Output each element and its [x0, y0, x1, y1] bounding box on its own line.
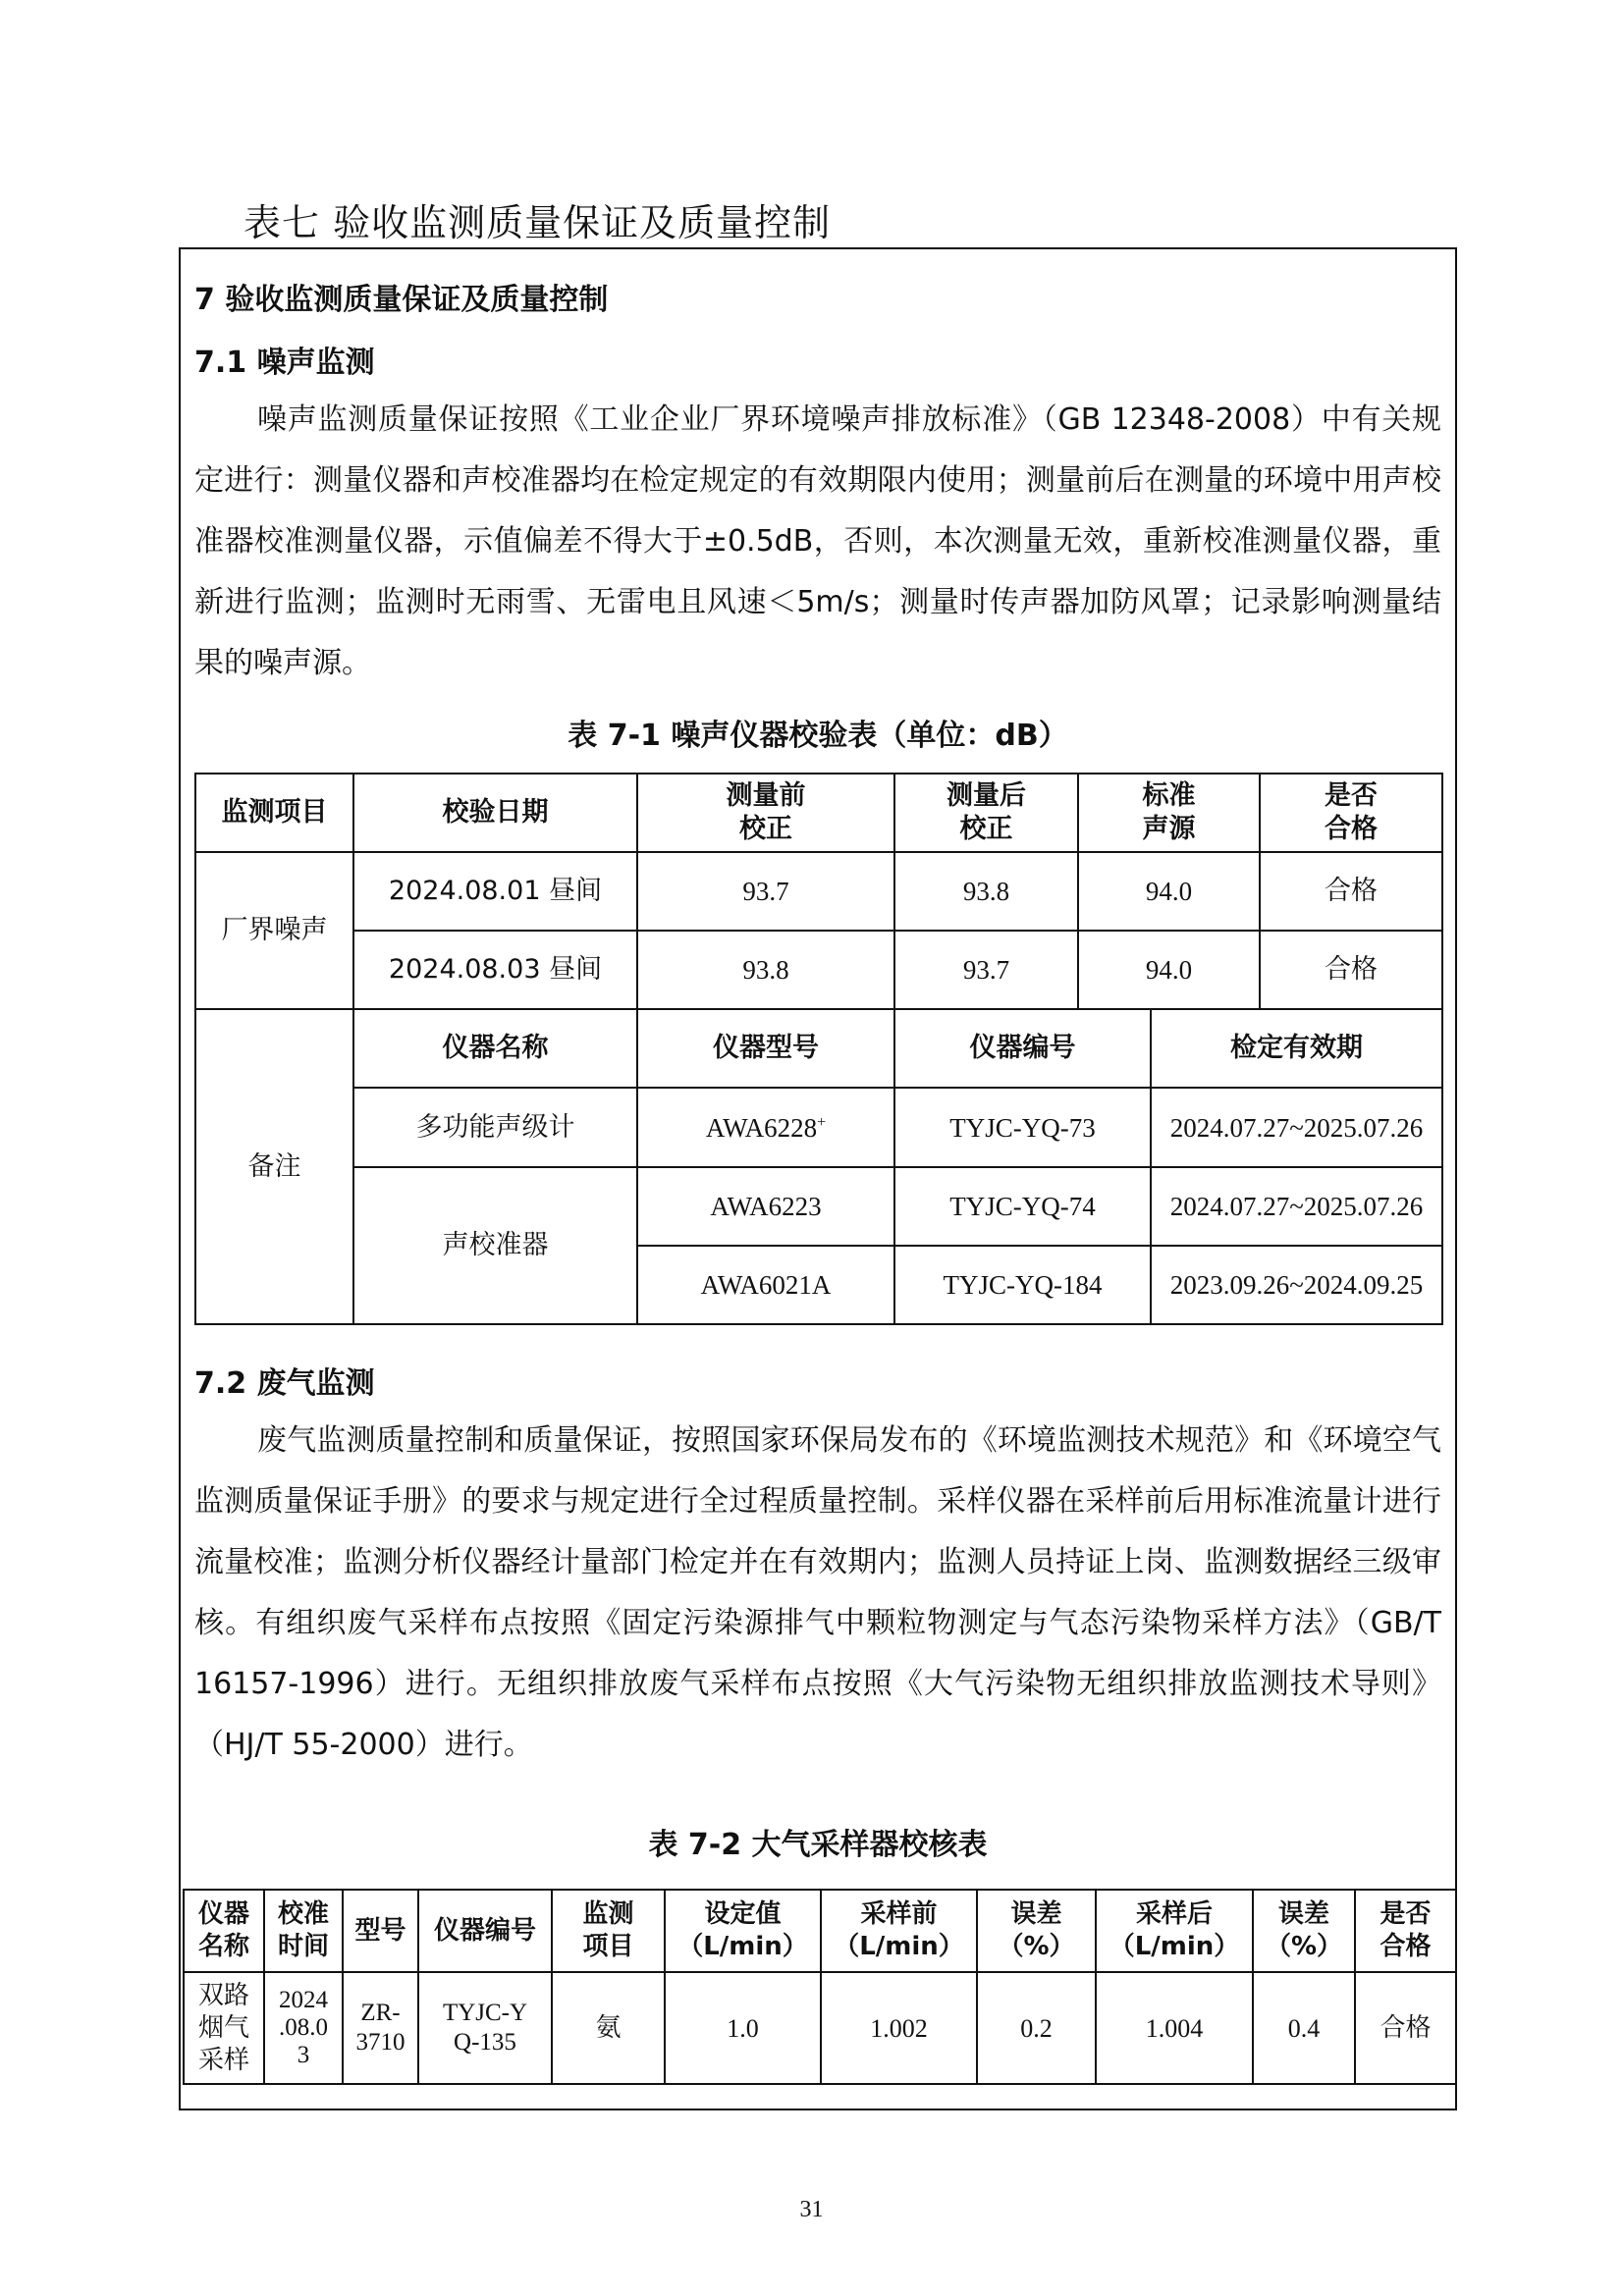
model-cell: ZR- 3710 [343, 1972, 418, 2084]
table-header-row [184, 1890, 1456, 1972]
header-cell: 仪器编号 [418, 1890, 552, 1972]
instrument-id-cell: TYJC-YQ-74 [894, 1167, 1151, 1246]
instrument-id-cell: TYJC-Y Q-135 [418, 1972, 552, 2084]
instrument-name-cell: 声校准器 [353, 1167, 637, 1324]
header-cell: 检定有效期 [1151, 1009, 1442, 1088]
validity-cell: 2023.09.26~2024.09.25 [1151, 1246, 1442, 1324]
gas-paragraph: 废气监测质量控制和质量保证，按照国家环保局发布的《环境监测技术规范》和《环境空气监测质量保证手册》的要求与规定进行全过程质量控制。采样仪器在采样前后用标准流量计进行流量校准；监测分析仪器经计量部门检定并在有效期内；监测人员持证上岗、监测数据经三级审核。有组织废气采样布点按照《固定污染源排气中颗粒物测定与气态污染物采样方法》（GB/T 16157-1996）进行。无组织排放废气采样布点按照《大气污染物无组织排放监测技术导则》（HJ/T 55-2000）进行。 [194, 1423, 1441, 1762]
before-cell: 93.8 [637, 931, 894, 1009]
instrument-name-cell: 双路 烟气 采样 [184, 1972, 264, 2084]
model-text: AWA6228 [705, 1112, 818, 1143]
noise-table-caption: 表 7-1 噪声仪器校验表（单位：dB） [568, 719, 1068, 753]
standard-cell: 94.0 [1078, 852, 1260, 931]
result-cell: 合格 [1355, 1972, 1456, 2084]
after-cell: 93.8 [894, 852, 1078, 931]
table-row [195, 1167, 1442, 1246]
date-cell: 2024.08.01 昼间 [353, 852, 637, 931]
header-cell: 仪器名称 [353, 1009, 637, 1088]
calibration-time-cell: 2024 .08.0 3 [264, 1972, 343, 2084]
validity-cell: 2024.07.27~2025.07.26 [1151, 1167, 1442, 1246]
table-row [195, 931, 1442, 1009]
header-cell: 仪器 名称 [184, 1890, 264, 1972]
header-cell: 测量前 校正 [637, 774, 894, 852]
page-title: 表七 验收监测质量保证及质量控制 [243, 201, 832, 244]
instrument-model-cell [637, 1088, 894, 1167]
content-frame [179, 247, 1457, 2110]
header-cell: 校准 时间 [264, 1890, 343, 1972]
header-cell: 测量后 校正 [894, 774, 1078, 852]
header-cell: 采样后 （L/min） [1096, 1890, 1253, 1972]
before-cell: 93.7 [637, 852, 894, 931]
instrument-id-cell: TYJC-YQ-184 [894, 1246, 1151, 1324]
header-cell: 仪器型号 [637, 1009, 894, 1088]
header-cell: 监测项目 [195, 774, 353, 852]
gas-table-caption: 表 7-2 大气采样器校核表 [648, 1828, 988, 1862]
table-row [184, 1972, 1456, 2084]
instrument-model-cell: AWA6021A [637, 1246, 894, 1324]
remark-label-cell: 备注 [195, 1009, 353, 1324]
model-superscript: + [817, 1113, 827, 1131]
header-cell: 监测 项目 [552, 1890, 665, 1972]
header-cell: 校验日期 [353, 774, 637, 852]
header-cell: 是否 合格 [1355, 1890, 1456, 1972]
date-cell: 2024.08.03 昼间 [353, 931, 637, 1009]
header-cell: 型号 [343, 1890, 418, 1972]
instrument-remark-table [194, 1008, 1443, 1325]
page-number: 31 [799, 2197, 824, 2222]
noise-heading: 7.1 噪声监测 [194, 346, 375, 380]
header-cell: 误差 （%） [977, 1890, 1096, 1972]
instrument-id-cell: TYJC-YQ-73 [894, 1088, 1151, 1167]
header-cell: 仪器编号 [894, 1009, 1151, 1088]
error-before-cell: 0.2 [977, 1972, 1096, 2084]
instrument-name-cell: 多功能声级计 [353, 1088, 637, 1167]
noise-calibration-table [194, 773, 1443, 1010]
error-after-cell: 0.4 [1253, 1972, 1355, 2084]
section-title: 7 验收监测质量保证及质量控制 [194, 283, 609, 317]
before-cell: 1.002 [821, 1972, 977, 2084]
after-cell: 93.7 [894, 931, 1078, 1009]
header-cell: 标准 声源 [1078, 774, 1260, 852]
table-header-row [195, 774, 1442, 852]
gas-heading: 7.2 废气监测 [194, 1366, 375, 1401]
standard-cell: 94.0 [1078, 931, 1260, 1009]
setpoint-cell: 1.0 [665, 1972, 821, 2084]
monitoring-item-cell: 氨 [552, 1972, 665, 2084]
header-cell: 是否 合格 [1260, 774, 1442, 852]
validity-cell: 2024.07.27~2025.07.26 [1151, 1088, 1442, 1167]
table-header-row [195, 1009, 1442, 1088]
air-sampler-table [183, 1889, 1457, 2085]
header-cell: 采样前 （L/min） [821, 1890, 977, 1972]
header-cell: 设定值 （L/min） [665, 1890, 821, 1972]
monitoring-item-cell: 厂界噪声 [195, 852, 353, 1009]
table-row [195, 1088, 1442, 1167]
noise-paragraph: 噪声监测质量保证按照《工业企业厂界环境噪声排放标准》（GB 12348-2008）中有关规定进行：测量仪器和声校准器均在检定规定的有效期限内使用；测量前后在测量的环境中用声校准器校准测量仪器，示值偏差不得大于±0.5dB，否则，本次测量无效，重新校准测量仪器，重新进行监测；监测时无雨雪、无雷电且风速＜5m/s；测量时传声器加防风罩；记录影响测量结果的噪声源。 [194, 402, 1441, 680]
after-cell: 1.004 [1096, 1972, 1253, 2084]
instrument-model-cell: AWA6223 [637, 1167, 894, 1246]
result-cell: 合格 [1260, 931, 1442, 1009]
table-row [195, 852, 1442, 931]
header-cell: 误差 （%） [1253, 1890, 1355, 1972]
result-cell: 合格 [1260, 852, 1442, 931]
